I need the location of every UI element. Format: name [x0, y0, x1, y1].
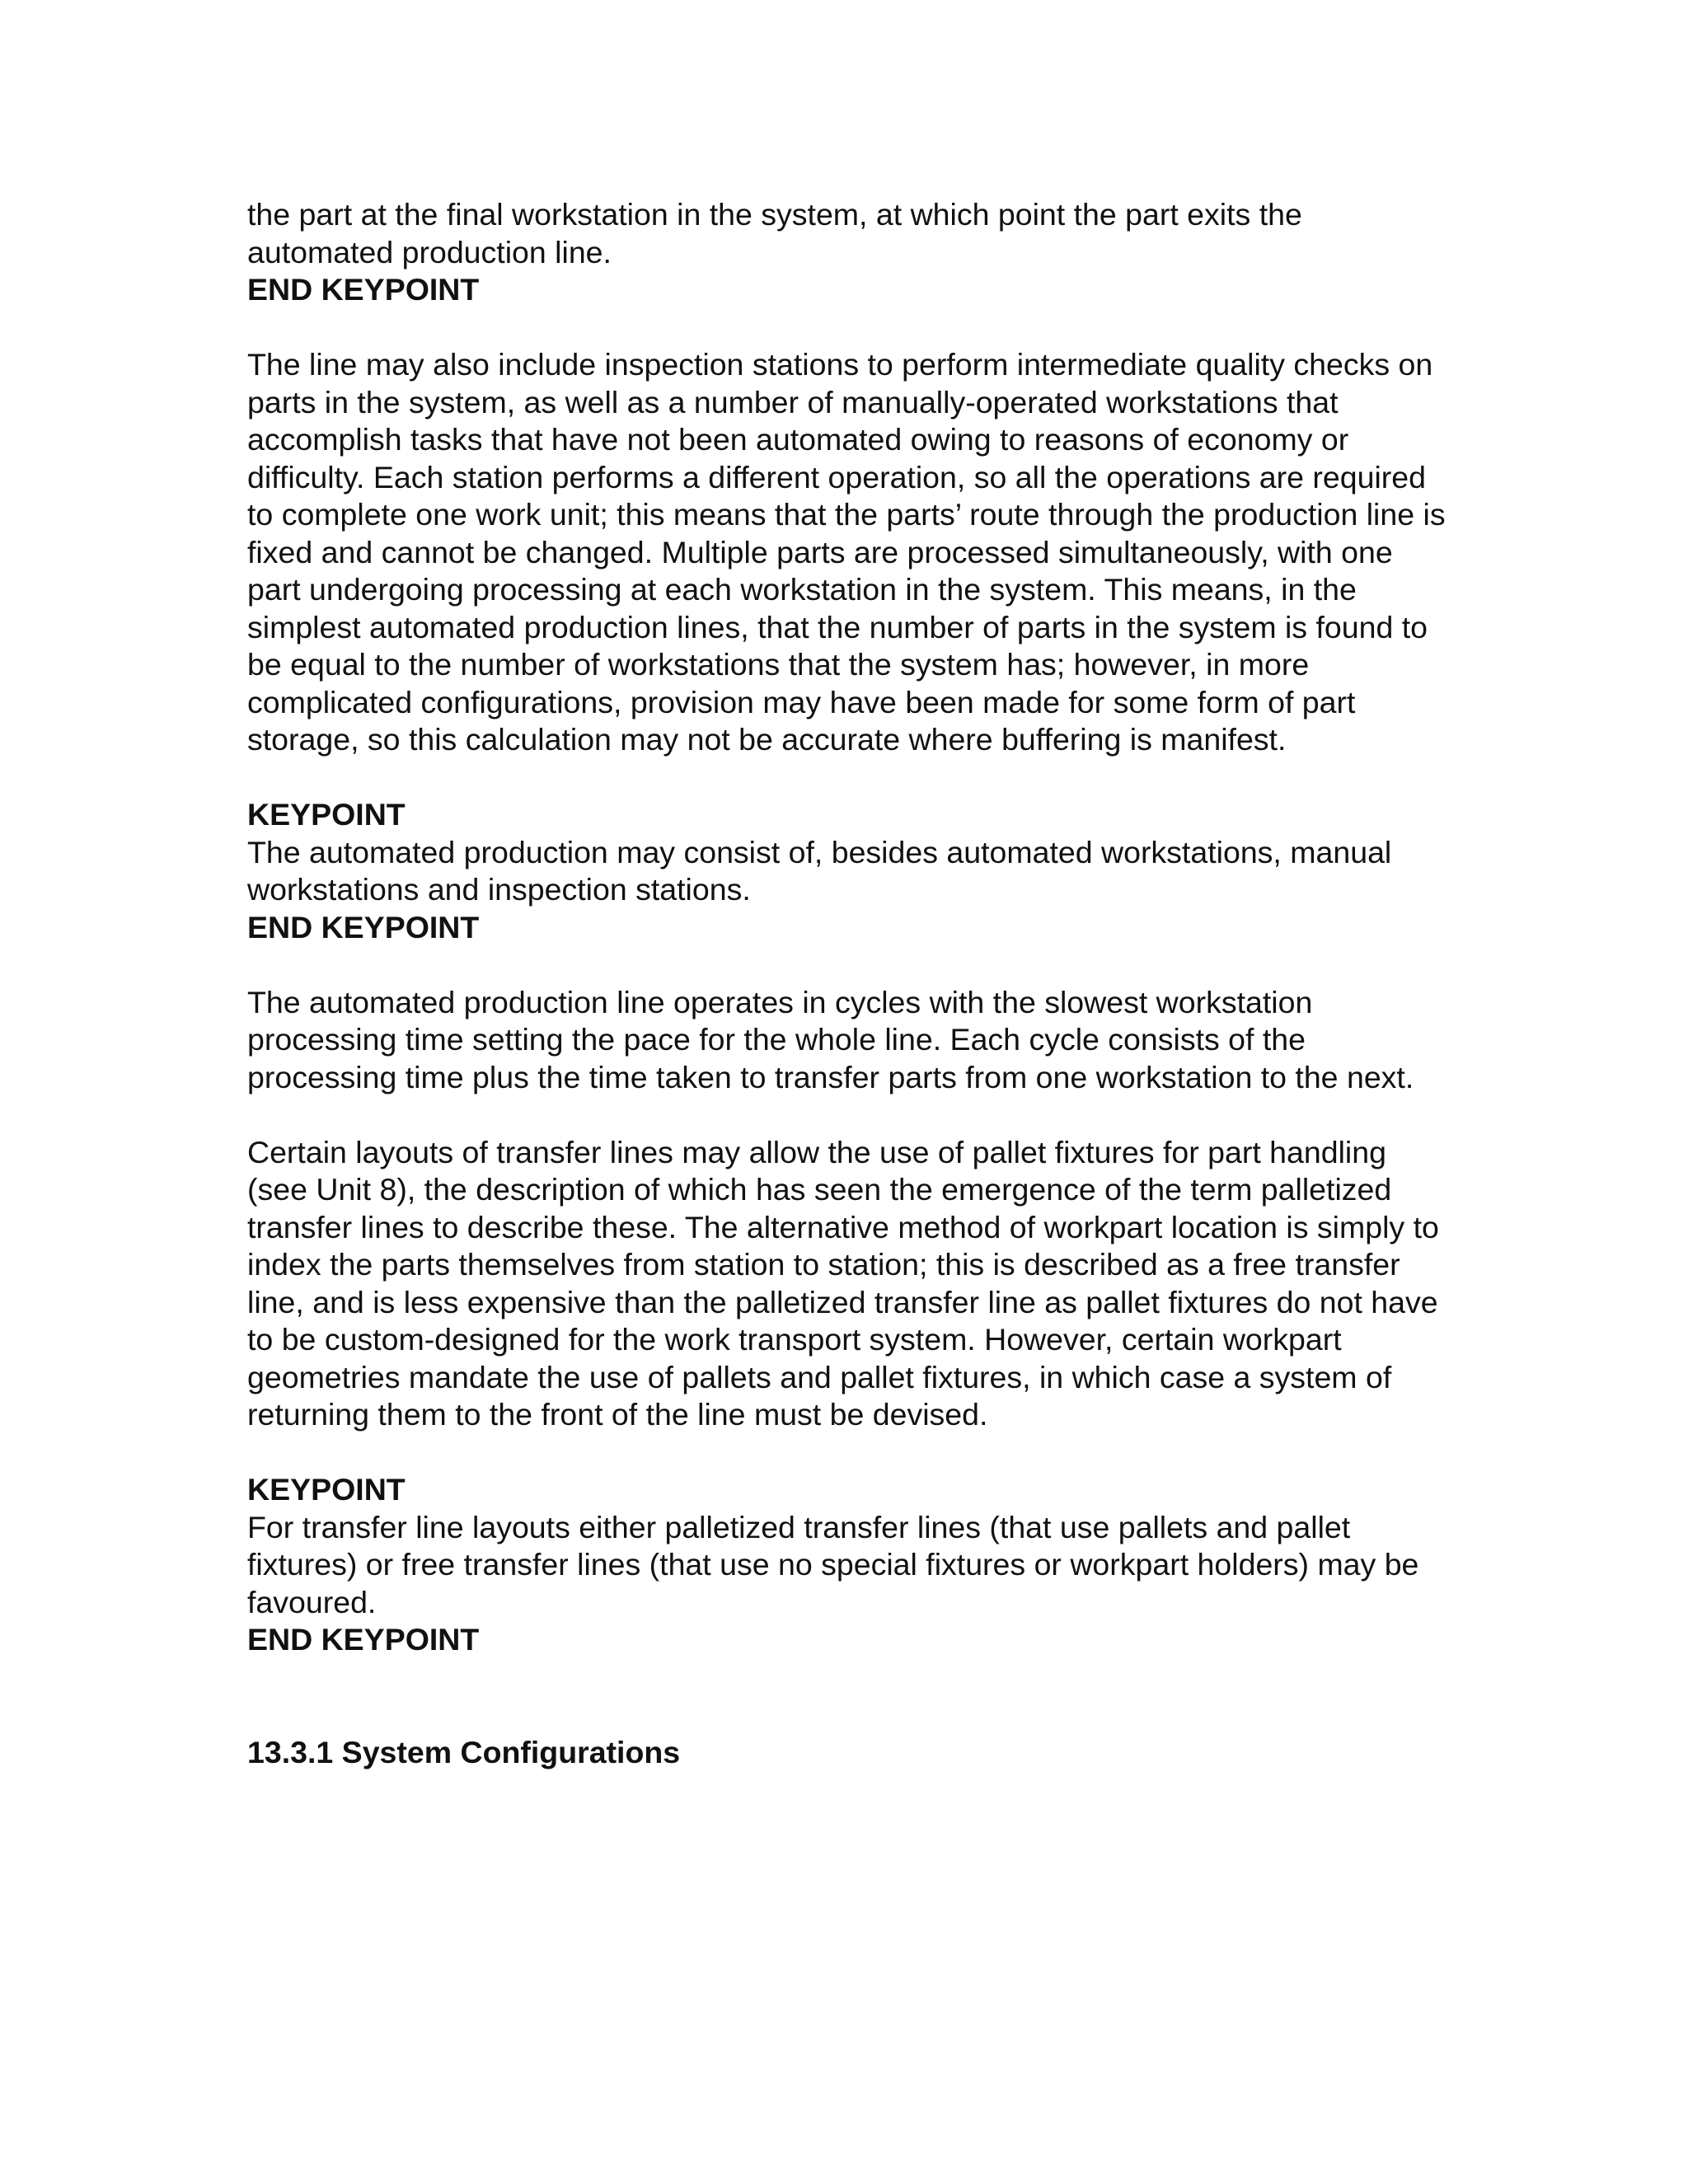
- keypoint-end-marker: END KEYPOINT: [247, 1622, 480, 1657]
- section-spacer: [247, 1659, 1451, 1734]
- layouts-paragraph: Certain layouts of transfer lines may allow the use of pallet fixtures for part handling (see Unit 8), the description of which has seen the emergence of the term palletized transfer lines to describe these. The alternative method of workpart location is simply to index the parts themselves from station to station; this is described as a free transfer line, and is less expensive than the palletized transfer line as pallet fixtures do not have to be custom-designed for the work transport system. However, certain workpart geometries mandate the use of pallets and pallet fixtures, in which case a system of returning them to the front of the line must be devised.: [247, 1134, 1439, 1432]
- keypoint-text: For transfer line layouts either palletized transfer lines (that use pallets and pallet fixtures) or free transfer lines (that use no special fixtures or workpart holders) may be favoured.: [247, 1509, 1419, 1619]
- section-heading: 13.3.1 System Configurations: [247, 1734, 681, 1769]
- inspection-paragraph: The line may also include inspection stations to perform intermediate quality checks on parts in the system, as well as a number of manually-operated workstations that accomplish tasks that have not been automated owing to reasons of economy or difficulty. Each station performs a different operation, so all the operations are required to complete one work unit; this means that the parts’ route through the production line is fixed and cannot be changed. Multiple parts are processed simultaneously, with one part undergoing processing at each workstation in the system. This means, in the simplest automated production lines, that the number of parts in the system is found to be equal to the number of workstations that the system has; however, in more complicated configurations, provision may have been made for some form of part storage, so this calculation may not be accurate where buffering is manifest.: [247, 347, 1446, 757]
- keypoint-end-marker: END KEYPOINT: [247, 909, 480, 944]
- cycles-paragraph: The automated production line operates in cycles with the slowest workstation processing time setting the pace for the whole line. Each cycle consists of the processing time plus the time taken to transfer parts from one workstation to the next.: [247, 984, 1414, 1094]
- intro-paragraph: the part at the final workstation in the system, at which point the part exits the automated production line.: [247, 197, 1302, 269]
- paragraph-spacer: [247, 309, 1451, 347]
- paragraph-spacer: [247, 759, 1451, 797]
- keypoint-end-marker: END KEYPOINT: [247, 272, 480, 307]
- paragraph-spacer: [247, 1434, 1451, 1472]
- keypoint-start-marker: KEYPOINT: [247, 797, 406, 832]
- paragraph-spacer: [247, 1096, 1451, 1134]
- document-page: [247, 196, 1451, 1771]
- paragraph-spacer: [247, 946, 1451, 984]
- keypoint-start-marker: KEYPOINT: [247, 1472, 406, 1507]
- keypoint-text: The automated production may consist of, besides automated workstations, manual workstations and inspection stations.: [247, 834, 1392, 907]
